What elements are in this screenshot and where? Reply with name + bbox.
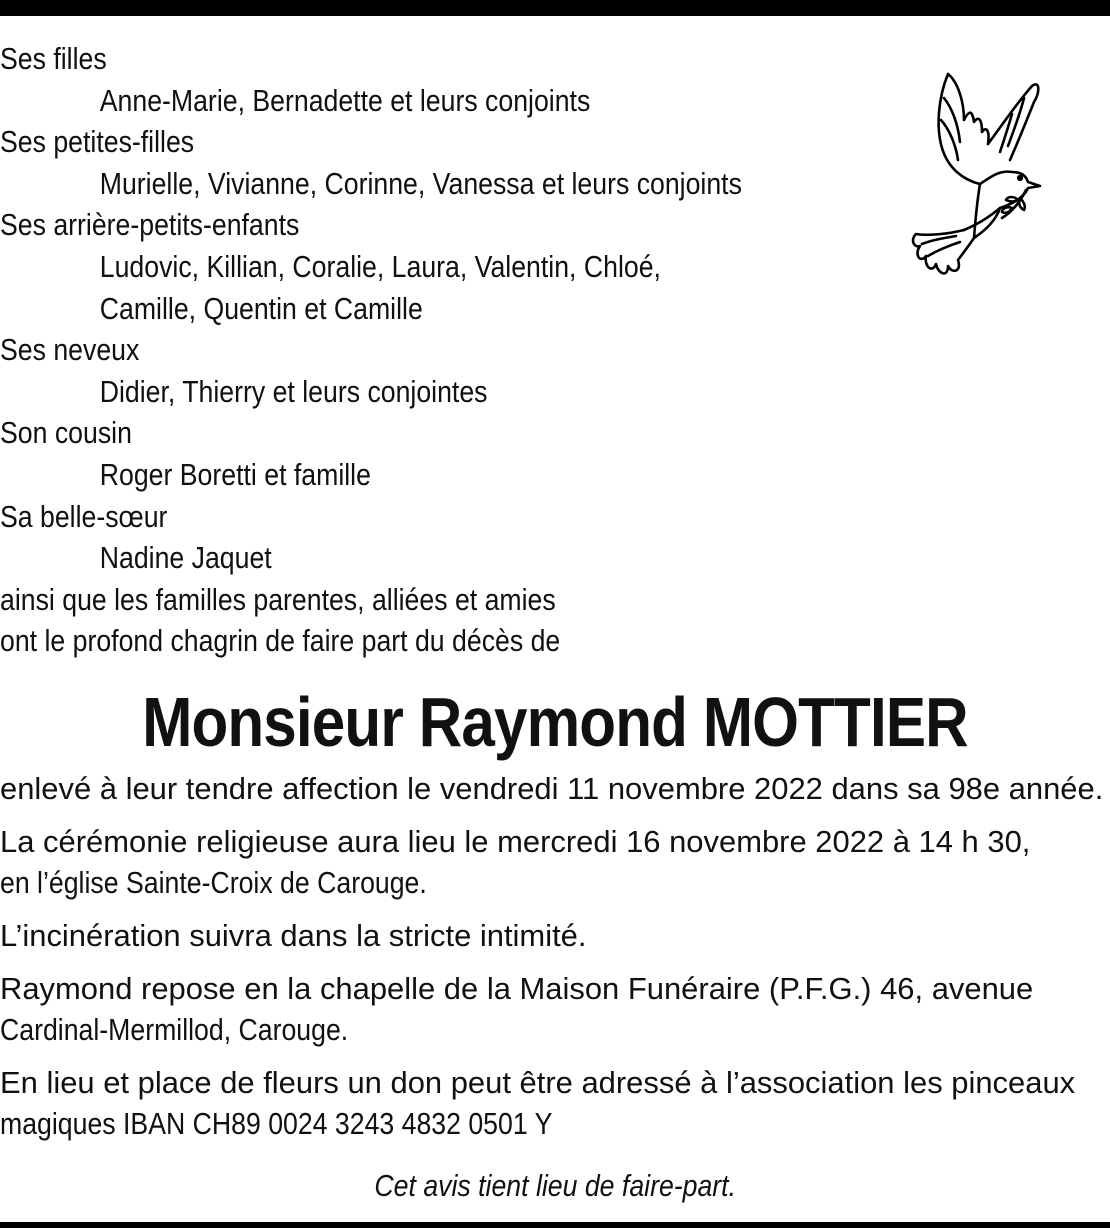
deceased-name: Monsieur Raymond MOTTIER — [142, 683, 968, 761]
family-heading-line: Sa belle-sœur — [0, 498, 168, 534]
family-heading-line: ont le profond chagrin de faire part du décès de — [0, 623, 561, 659]
announcement-body — [0, 768, 1110, 1156]
dove-icon — [908, 68, 1044, 290]
family-heading-line: ainsi que les familles parentes, alliées et amies — [0, 581, 556, 617]
paragraph-line: enlevé à leur tendre affection le vendredi 11 novembre 2022 dans sa 98e année. — [0, 771, 1104, 806]
family-names-line: Murielle, Vivianne, Corinne, Vanessa et leurs conjoints — [99, 165, 742, 201]
paragraph-line: Raymond repose en la chapelle de la Maison Funéraire (P.F.G.) 46, avenue — [0, 971, 1034, 1006]
family-names-line: Anne-Marie, Bernadette et leurs conjoints — [99, 82, 591, 118]
top-rule — [0, 0, 1110, 16]
paragraph-line: En lieu et place de fleurs un don peut être adressé à l’association les pinceaux — [0, 1065, 1076, 1100]
paragraph — [0, 1062, 1110, 1144]
family-heading-line: Ses petites-filles — [0, 124, 195, 160]
family-names-line: Camille, Quentin et Camille — [99, 290, 423, 326]
family-heading-line: Ses neveux — [0, 332, 140, 368]
family-names-line: Ludovic, Killian, Coralie, Laura, Valentin, Chloé, — [99, 248, 661, 284]
paragraph-line: Cardinal-Mermillod, Carouge. — [0, 1012, 349, 1047]
family-heading-line: Son cousin — [0, 415, 132, 451]
family-names-line: Didier, Thierry et leurs conjointes — [99, 373, 488, 409]
paragraph-line: L’incinération suivra dans la stricte intimité. — [0, 918, 587, 953]
family-heading-line: Ses arrière-petits-enfants — [0, 207, 300, 243]
closing-note: Cet avis tient lieu de faire-part. — [374, 1168, 736, 1203]
paragraph — [0, 968, 1110, 1050]
family-names-line: Nadine Jaquet — [99, 540, 272, 576]
paragraph-line: La cérémonie religieuse aura lieu le mercredi 16 novembre 2022 à 14 h 30, — [0, 824, 1031, 859]
paragraph-line: magiques IBAN CH89 0024 3243 4832 0501 Y — [0, 1106, 553, 1141]
family-heading-line: Ses filles — [0, 41, 107, 76]
paragraph — [0, 768, 1110, 809]
family-names-line: Roger Boretti et famille — [99, 456, 371, 492]
paragraph — [0, 915, 1110, 956]
family-list — [0, 38, 894, 662]
paragraph — [0, 821, 1110, 903]
bottom-rule — [0, 1222, 1110, 1228]
paragraph-line: en l’église Sainte-Croix de Carouge. — [0, 865, 427, 900]
